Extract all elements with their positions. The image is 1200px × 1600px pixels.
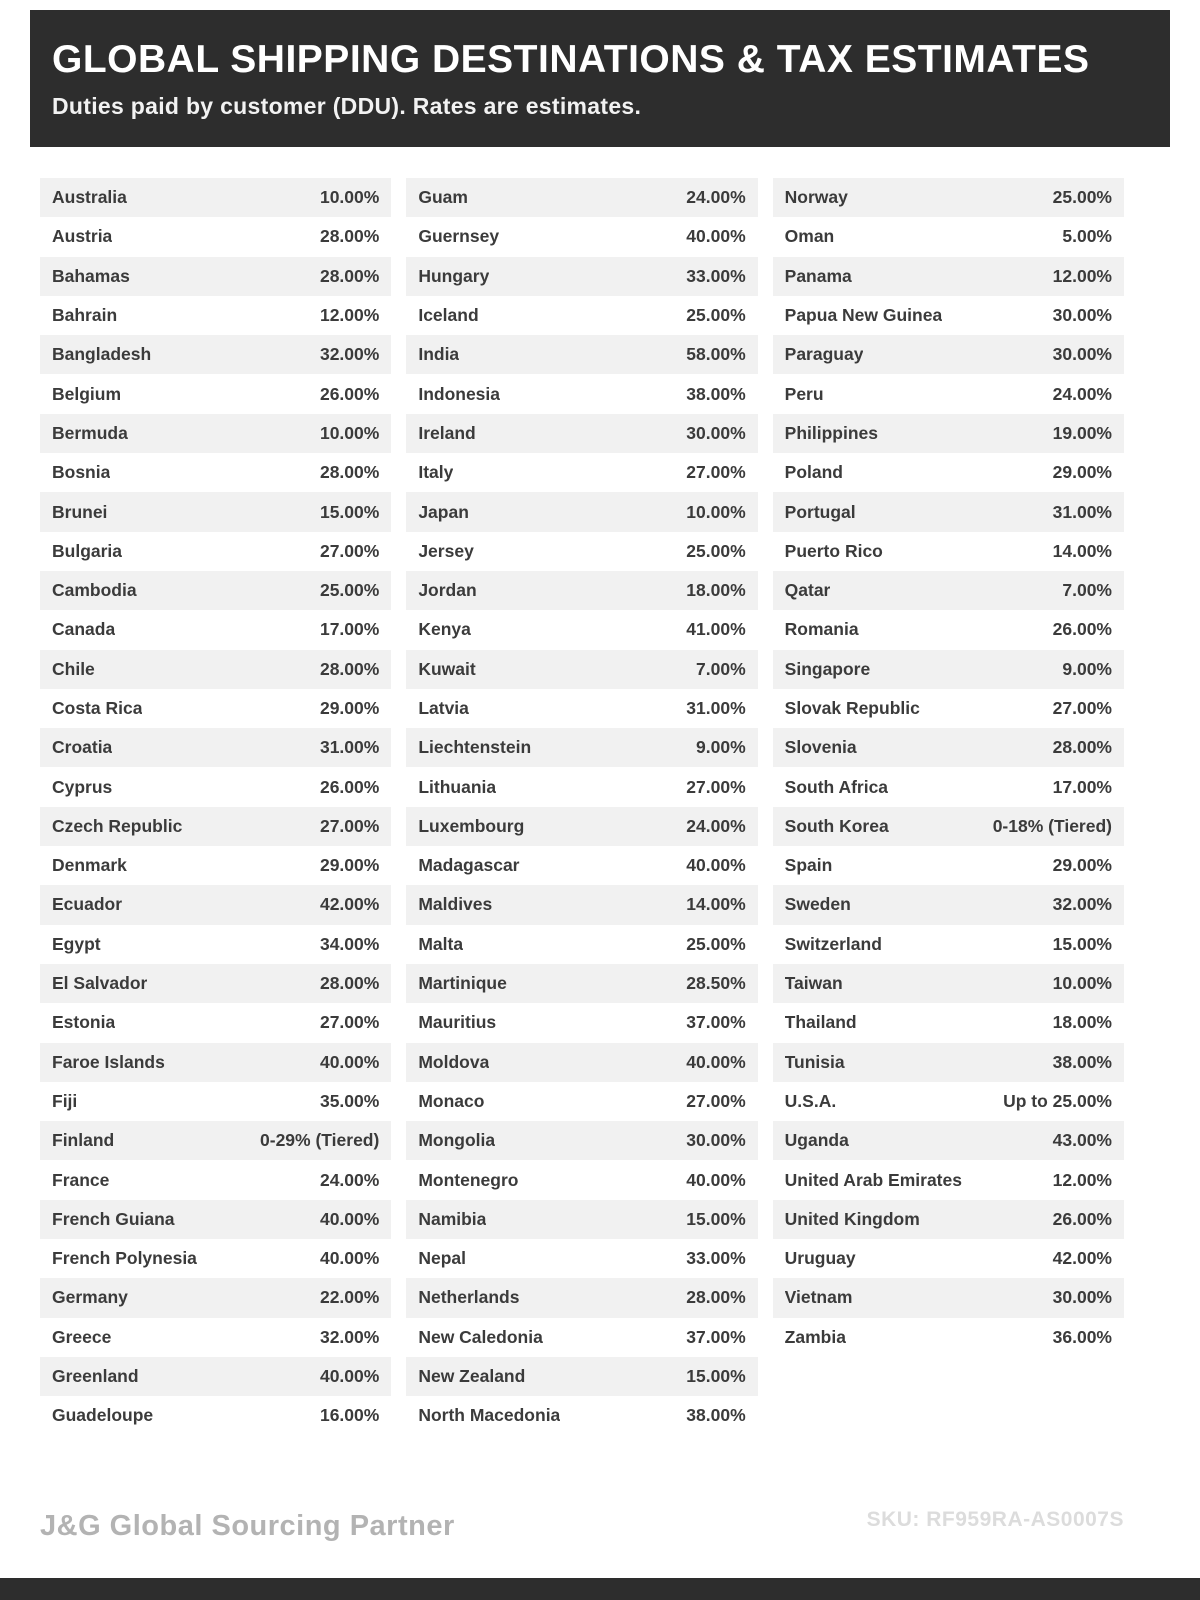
tax-rate: 24.00% xyxy=(686,815,746,836)
country-name: Indonesia xyxy=(418,383,501,404)
tax-rate: 25.00% xyxy=(319,580,380,601)
country-name: Greece xyxy=(52,1326,112,1347)
table-row xyxy=(40,1082,391,1121)
table-row xyxy=(406,689,757,728)
country-name: Belgium xyxy=(52,383,122,404)
country-name: United Kingdom xyxy=(784,1208,920,1229)
page-title: GLOBAL SHIPPING DESTINATIONS & TAX ESTIMATES xyxy=(52,38,1090,81)
tax-rate: 10.00% xyxy=(319,187,380,208)
table-row xyxy=(773,1043,1124,1082)
tax-rate: 18.00% xyxy=(1052,1012,1112,1033)
table-row xyxy=(40,1200,391,1239)
country-name: Japan xyxy=(418,501,469,522)
table-row xyxy=(40,296,391,335)
table-row xyxy=(773,532,1124,571)
country-name: Mongolia xyxy=(418,1130,496,1151)
table-row xyxy=(406,296,757,335)
tax-rate: 32.00% xyxy=(1052,894,1112,915)
tax-rate: 41.00% xyxy=(686,619,746,640)
country-name: Greenland xyxy=(52,1366,139,1387)
country-name: Hungary xyxy=(418,265,490,286)
table-row xyxy=(773,689,1124,728)
country-name: French Polynesia xyxy=(52,1248,197,1269)
table-row xyxy=(40,1121,391,1160)
table-row xyxy=(773,964,1124,1003)
tax-rate: 18.00% xyxy=(686,580,746,601)
country-name: Qatar xyxy=(784,580,831,601)
table-row xyxy=(773,728,1124,767)
tax-rate: 37.00% xyxy=(686,1012,746,1033)
country-name: Peru xyxy=(784,383,824,404)
table-row xyxy=(40,453,391,492)
table-row xyxy=(406,217,757,256)
table-row xyxy=(406,846,757,885)
tax-rate: 26.00% xyxy=(1052,619,1112,640)
tax-rate: 26.00% xyxy=(1052,1208,1112,1229)
table-row xyxy=(40,1318,391,1357)
table-row xyxy=(40,1043,391,1082)
country-name: Norway xyxy=(784,187,848,208)
country-name: Costa Rica xyxy=(52,698,143,718)
tax-rate: 5.00% xyxy=(1062,226,1112,247)
country-name: Vietnam xyxy=(784,1287,853,1308)
tax-rate: 33.00% xyxy=(686,265,746,286)
table-row xyxy=(406,1160,757,1199)
country-name: South Africa xyxy=(784,776,889,797)
country-name: Cambodia xyxy=(52,580,137,601)
table-row xyxy=(40,414,391,453)
table-row xyxy=(406,178,757,217)
table-row xyxy=(773,767,1124,806)
tax-rate: 37.00% xyxy=(686,1326,746,1347)
tax-rate: 42.00% xyxy=(319,894,380,915)
tax-rate: 28.00% xyxy=(319,462,380,483)
country-name: Bahrain xyxy=(52,305,118,326)
tax-rate: 31.00% xyxy=(686,698,746,718)
table-row xyxy=(773,1239,1124,1278)
country-name: Philippines xyxy=(784,422,879,443)
tax-rate: 9.00% xyxy=(1062,658,1112,679)
table-row xyxy=(773,453,1124,492)
table-row xyxy=(773,178,1124,217)
country-name: Czech Republic xyxy=(52,815,183,836)
country-name: Martinique xyxy=(418,973,507,994)
tax-rate: 15.00% xyxy=(1052,933,1112,954)
table-row xyxy=(773,807,1124,846)
tax-rate: 12.00% xyxy=(1052,1169,1112,1190)
tax-rate: 27.00% xyxy=(1052,698,1112,718)
table-row xyxy=(40,1396,391,1435)
table-row xyxy=(40,964,391,1003)
table-row xyxy=(773,1160,1124,1199)
table-row xyxy=(406,492,757,531)
table-row xyxy=(406,1082,757,1121)
country-name: India xyxy=(418,344,460,365)
table-row xyxy=(406,1357,757,1396)
table-row xyxy=(40,1357,391,1396)
tax-rate: 40.00% xyxy=(319,1208,380,1229)
table-row xyxy=(406,964,757,1003)
table-row xyxy=(40,728,391,767)
country-name: Estonia xyxy=(52,1012,116,1033)
table-row xyxy=(40,885,391,924)
table-row xyxy=(406,728,757,767)
country-name: Poland xyxy=(784,462,843,483)
country-name: Canada xyxy=(52,619,116,640)
country-name: Fiji xyxy=(52,1090,78,1111)
country-name: Malta xyxy=(418,933,464,954)
country-name: Finland xyxy=(52,1130,115,1151)
country-name: Madagascar xyxy=(418,855,520,876)
tax-rate-table xyxy=(40,178,1124,1436)
country-name: Bahamas xyxy=(52,265,130,286)
table-column-2 xyxy=(406,178,757,1436)
brand-text: J&G Global Sourcing Partner xyxy=(40,1510,455,1542)
country-name: Guernsey xyxy=(418,226,500,247)
country-name: Ireland xyxy=(418,422,476,443)
tax-rate: 32.00% xyxy=(319,344,380,365)
table-row xyxy=(406,453,757,492)
table-row xyxy=(406,1121,757,1160)
country-name: Singapore xyxy=(784,658,871,679)
country-name: Bosnia xyxy=(52,462,111,483)
table-row xyxy=(773,846,1124,885)
country-name: Romania xyxy=(784,619,859,640)
tax-rate: 10.00% xyxy=(319,422,380,443)
country-name: Panama xyxy=(784,265,852,286)
tax-rate: 19.00% xyxy=(1052,422,1112,443)
tax-rate: 27.00% xyxy=(319,540,380,561)
tax-rate: 0-18% (Tiered) xyxy=(992,815,1112,836)
country-name: U.S.A. xyxy=(784,1090,837,1111)
tax-rate: 28.50% xyxy=(686,973,746,994)
table-row xyxy=(773,885,1124,924)
country-name: Portugal xyxy=(784,501,856,522)
tax-rate: 34.00% xyxy=(319,933,380,954)
country-name: Ecuador xyxy=(52,894,123,915)
page-subtitle: Duties paid by customer (DDU). Rates are estimates. xyxy=(52,93,642,119)
country-name: Cyprus xyxy=(52,776,113,797)
country-name: Slovak Republic xyxy=(784,698,920,718)
country-name: Chile xyxy=(52,658,95,679)
table-row xyxy=(773,571,1124,610)
table-row xyxy=(773,374,1124,413)
tax-rate: 29.00% xyxy=(319,855,380,876)
country-name: Egypt xyxy=(52,933,101,954)
tax-rate: 28.00% xyxy=(686,1287,746,1308)
tax-rate: 31.00% xyxy=(1052,501,1112,522)
bottom-bar xyxy=(0,1578,1200,1600)
country-name: Mauritius xyxy=(418,1012,497,1033)
tax-rate: 10.00% xyxy=(1052,973,1112,994)
country-name: Nepal xyxy=(418,1248,466,1269)
country-name: Slovenia xyxy=(784,737,857,758)
table-row xyxy=(406,1043,757,1082)
table-row xyxy=(773,1003,1124,1042)
tax-rate: 27.00% xyxy=(686,776,746,797)
table-column-3 xyxy=(773,178,1124,1357)
country-name: Spain xyxy=(784,855,833,876)
tax-rate: 24.00% xyxy=(1052,383,1112,404)
country-name: Lithuania xyxy=(418,776,497,797)
table-row xyxy=(406,1396,757,1435)
tax-rate: 36.00% xyxy=(1052,1326,1112,1347)
tax-rate: 14.00% xyxy=(1052,540,1112,561)
tax-rate: 7.00% xyxy=(696,658,746,679)
table-row xyxy=(406,414,757,453)
country-name: Kenya xyxy=(418,619,471,640)
country-name: Taiwan xyxy=(784,973,843,994)
table-row xyxy=(406,571,757,610)
tax-rate: 22.00% xyxy=(319,1287,380,1308)
tax-rate: 38.00% xyxy=(686,383,746,404)
tax-rate: 26.00% xyxy=(319,776,380,797)
country-name: Guam xyxy=(418,187,468,208)
country-name: Luxembourg xyxy=(418,815,525,836)
table-row xyxy=(40,374,391,413)
table-row xyxy=(406,767,757,806)
tax-rate: 40.00% xyxy=(686,226,746,247)
table-row xyxy=(406,1239,757,1278)
tax-rate: 29.00% xyxy=(1052,462,1112,483)
table-row xyxy=(773,217,1124,256)
country-name: South Korea xyxy=(784,815,889,836)
table-row xyxy=(406,1318,757,1357)
table-row xyxy=(40,335,391,374)
tax-rate: 0-29% (Tiered) xyxy=(260,1130,380,1151)
country-name: El Salvador xyxy=(52,973,148,994)
country-name: Sweden xyxy=(784,894,851,915)
table-row xyxy=(773,335,1124,374)
country-name: Maldives xyxy=(418,894,493,915)
tax-rate: 40.00% xyxy=(319,1248,380,1269)
tax-rate: 40.00% xyxy=(686,1169,746,1190)
tax-rate: 26.00% xyxy=(319,383,380,404)
table-row xyxy=(40,610,391,649)
tax-rate: 9.00% xyxy=(696,737,746,758)
tax-rate: 40.00% xyxy=(319,1366,380,1387)
country-name: Brunei xyxy=(52,501,108,522)
table-row xyxy=(406,885,757,924)
tax-rate: 27.00% xyxy=(319,815,380,836)
tax-rate: 35.00% xyxy=(319,1090,380,1111)
tax-rate: 28.00% xyxy=(319,226,380,247)
country-name: Iceland xyxy=(418,305,479,326)
table-row xyxy=(406,257,757,296)
country-name: Thailand xyxy=(784,1012,857,1033)
table-row xyxy=(773,1082,1124,1121)
table-row xyxy=(773,610,1124,649)
country-name: Liechtenstein xyxy=(418,737,532,758)
table-row xyxy=(773,257,1124,296)
table-row xyxy=(40,217,391,256)
table-row xyxy=(40,1278,391,1317)
tax-rate: 30.00% xyxy=(686,1130,746,1151)
tax-rate: 24.00% xyxy=(319,1169,380,1190)
table-row xyxy=(406,1003,757,1042)
table-row xyxy=(40,532,391,571)
tax-rate: 10.00% xyxy=(686,501,746,522)
country-name: Netherlands xyxy=(418,1287,520,1308)
table-row xyxy=(40,846,391,885)
table-row xyxy=(406,650,757,689)
country-name: Uruguay xyxy=(784,1248,856,1269)
country-name: Uganda xyxy=(784,1130,849,1151)
tax-rate: 27.00% xyxy=(686,1090,746,1111)
country-name: Moldova xyxy=(418,1051,490,1072)
tax-rate: 40.00% xyxy=(319,1051,380,1072)
table-row xyxy=(40,767,391,806)
table-row xyxy=(40,689,391,728)
header xyxy=(30,10,1170,147)
sku-text: SKU: RF959RA-AS0007S xyxy=(866,1508,1124,1531)
table-row xyxy=(40,1003,391,1042)
country-name: Bermuda xyxy=(52,422,128,443)
table-row xyxy=(40,571,391,610)
table-row xyxy=(406,374,757,413)
tax-rate: Up to 25.00% xyxy=(1003,1090,1112,1111)
tax-rate: 28.00% xyxy=(1052,737,1112,758)
country-name: Zambia xyxy=(784,1326,846,1347)
table-row xyxy=(406,1278,757,1317)
table-row xyxy=(40,650,391,689)
tax-rate: 25.00% xyxy=(686,305,746,326)
tax-rate: 40.00% xyxy=(686,1051,746,1072)
table-row xyxy=(773,1200,1124,1239)
table-row xyxy=(773,492,1124,531)
table-row xyxy=(773,1318,1124,1357)
table-row xyxy=(40,178,391,217)
country-name: Jersey xyxy=(418,540,474,561)
tax-rate: 25.00% xyxy=(1052,187,1112,208)
country-name: Australia xyxy=(52,187,127,208)
country-name: Tunisia xyxy=(784,1051,845,1072)
country-name: Paraguay xyxy=(784,344,864,365)
tax-rate: 17.00% xyxy=(1052,776,1112,797)
table-row xyxy=(406,610,757,649)
country-name: Austria xyxy=(52,226,113,247)
tax-rate: 17.00% xyxy=(319,619,380,640)
country-name: Monaco xyxy=(418,1090,485,1111)
tax-rate: 58.00% xyxy=(686,344,746,365)
country-name: Faroe Islands xyxy=(52,1051,165,1072)
tax-rate: 12.00% xyxy=(1052,265,1112,286)
country-name: Bulgaria xyxy=(52,540,123,561)
country-name: Namibia xyxy=(418,1208,487,1229)
tax-rate: 12.00% xyxy=(319,305,380,326)
tax-rate: 15.00% xyxy=(686,1366,746,1387)
country-name: Denmark xyxy=(52,855,127,876)
table-row xyxy=(40,492,391,531)
table-row xyxy=(406,807,757,846)
table-row xyxy=(773,414,1124,453)
table-row xyxy=(773,296,1124,335)
country-name: New Caledonia xyxy=(418,1326,543,1347)
tax-rate: 30.00% xyxy=(1052,305,1112,326)
country-name: Croatia xyxy=(52,737,113,758)
table-row xyxy=(773,1121,1124,1160)
tax-rate: 42.00% xyxy=(1052,1248,1112,1269)
country-name: Montenegro xyxy=(418,1169,519,1190)
tax-rate: 33.00% xyxy=(686,1248,746,1269)
table-row xyxy=(406,335,757,374)
tax-rate: 14.00% xyxy=(686,894,746,915)
tax-rate: 27.00% xyxy=(319,1012,380,1033)
country-name: New Zealand xyxy=(418,1366,526,1387)
table-row xyxy=(773,1278,1124,1317)
tax-rate: 16.00% xyxy=(319,1405,380,1426)
country-name: North Macedonia xyxy=(418,1405,561,1426)
table-row xyxy=(40,925,391,964)
tax-rate: 15.00% xyxy=(686,1208,746,1229)
table-row xyxy=(773,925,1124,964)
table-row xyxy=(40,1239,391,1278)
tax-rate: 24.00% xyxy=(686,187,746,208)
country-name: Switzerland xyxy=(784,933,882,954)
country-name: France xyxy=(52,1169,110,1190)
tax-rate: 43.00% xyxy=(1052,1130,1112,1151)
tax-rate: 15.00% xyxy=(319,501,380,522)
tax-rate: 32.00% xyxy=(319,1326,380,1347)
tax-rate: 25.00% xyxy=(686,540,746,561)
table-row xyxy=(406,925,757,964)
country-name: Italy xyxy=(418,462,454,483)
tax-rate: 25.00% xyxy=(686,933,746,954)
country-name: Jordan xyxy=(418,580,477,601)
country-name: Bangladesh xyxy=(52,344,152,365)
tax-rate: 30.00% xyxy=(686,422,746,443)
country-name: United Arab Emirates xyxy=(784,1169,962,1190)
table-row xyxy=(406,1200,757,1239)
tax-rate: 38.00% xyxy=(1052,1051,1112,1072)
tax-rate: 28.00% xyxy=(319,973,380,994)
table-row xyxy=(40,257,391,296)
country-name: French Guiana xyxy=(52,1208,175,1229)
country-name: Guadeloupe xyxy=(52,1405,154,1426)
table-row xyxy=(406,532,757,571)
tax-rate: 29.00% xyxy=(1052,855,1112,876)
tax-rate: 7.00% xyxy=(1062,580,1112,601)
table-row xyxy=(40,1160,391,1199)
table-column-1 xyxy=(40,178,391,1436)
tax-rate: 28.00% xyxy=(319,658,380,679)
table-row xyxy=(773,650,1124,689)
tax-rate: 29.00% xyxy=(319,698,380,718)
country-name: Germany xyxy=(52,1287,128,1308)
country-name: Papua New Guinea xyxy=(784,305,943,326)
tax-rate: 30.00% xyxy=(1052,344,1112,365)
tax-rate: 40.00% xyxy=(686,855,746,876)
country-name: Oman xyxy=(784,226,835,247)
tax-rate: 27.00% xyxy=(686,462,746,483)
tax-rate: 38.00% xyxy=(686,1405,746,1426)
country-name: Kuwait xyxy=(418,658,476,679)
tax-rate: 31.00% xyxy=(319,737,380,758)
table-row xyxy=(40,807,391,846)
tax-rate: 30.00% xyxy=(1052,1287,1112,1308)
country-name: Puerto Rico xyxy=(784,540,883,561)
country-name: Latvia xyxy=(418,698,469,718)
tax-rate: 28.00% xyxy=(319,265,380,286)
